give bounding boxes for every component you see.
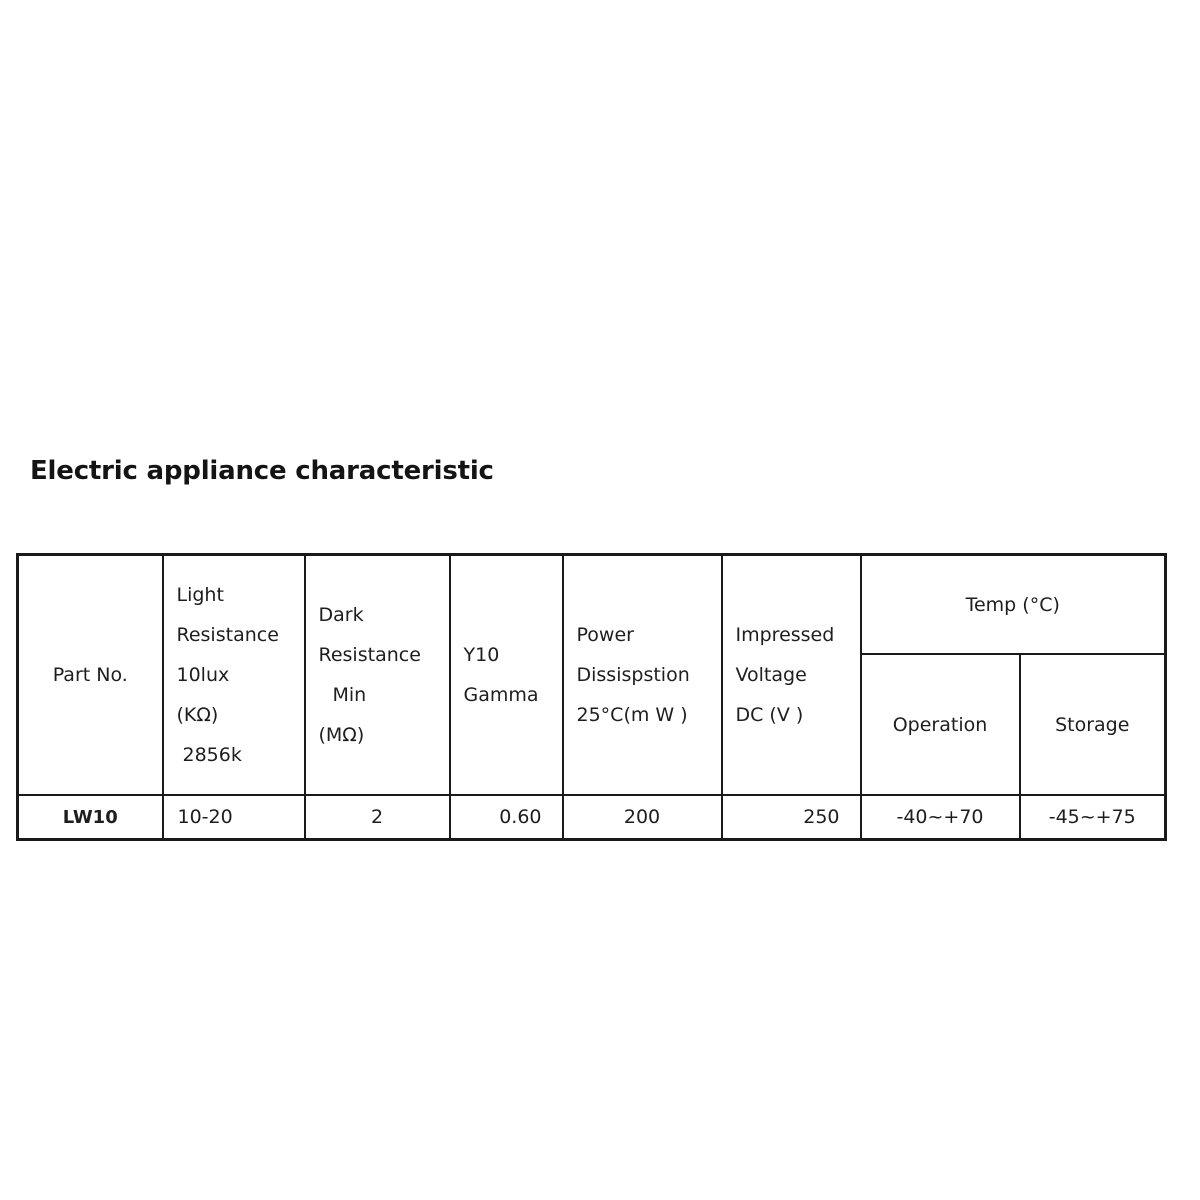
header-text-line: Dissispstion: [576, 664, 690, 686]
cell-part-no: LW10: [18, 795, 163, 840]
header-text-line: 25°C(m W ): [576, 704, 688, 726]
header-part-no-label: Part No.: [52, 664, 128, 686]
header-temp: [861, 555, 1166, 655]
header-text-line: Resistance: [318, 644, 421, 666]
cell-storage: -45~+75: [1020, 795, 1166, 840]
header-storage: [1020, 654, 1166, 795]
header-operation: [861, 654, 1020, 795]
header-dark-resistance: [305, 555, 450, 796]
cell-light-resistance: 10-20: [163, 795, 305, 840]
header-text-line: Voltage: [735, 664, 807, 686]
page-title: Electric appliance characteristic: [30, 456, 494, 486]
header-part-no: [18, 555, 163, 796]
header-gamma: [450, 555, 563, 796]
header-text-line: Resistance: [176, 624, 279, 646]
header-text-line: Power: [576, 624, 634, 646]
header-storage-label: Storage: [1055, 713, 1130, 736]
header-impressed-voltage: [722, 555, 861, 796]
header-text-line: 2856k: [182, 744, 242, 766]
cell-dark-resistance: 2: [305, 795, 450, 840]
header-power-dissipation: [563, 555, 722, 796]
header-operation-label: Operation: [892, 713, 988, 736]
header-temp-label: Temp (°C): [965, 593, 1060, 616]
characteristics-table: [16, 553, 1167, 841]
header-text-line: Light: [176, 584, 224, 606]
cell-power: 200: [563, 795, 722, 840]
header-text-line: (KΩ): [176, 704, 219, 726]
header-text-line: Dark: [318, 604, 364, 626]
table-row: [18, 795, 1166, 840]
header-text-line: Impressed: [735, 624, 835, 646]
header-text-line: Min: [332, 684, 367, 706]
cell-operation: -40~+70: [861, 795, 1020, 840]
header-text-line: 10lux: [176, 664, 230, 686]
header-text-line: DC (V ): [735, 704, 804, 726]
header-light-resistance: [163, 555, 305, 796]
header-text-line: Gamma: [463, 684, 539, 706]
header-text-line: Y10: [463, 644, 500, 666]
cell-gamma: 0.60: [450, 795, 563, 840]
table-header-row: [18, 555, 1166, 655]
cell-voltage: 250: [722, 795, 861, 840]
header-text-line: (MΩ): [318, 724, 365, 746]
